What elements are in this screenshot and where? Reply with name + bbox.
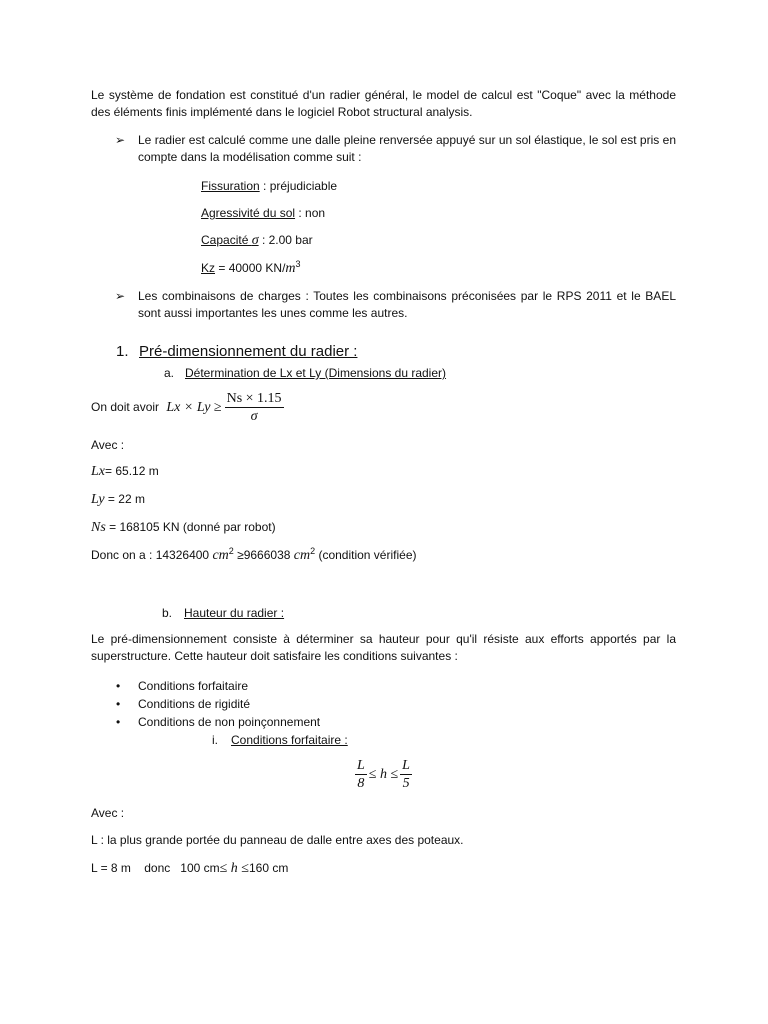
fissuration-value: : préjudiciable: [259, 179, 338, 193]
bullet-radier-text: Le radier est calculé comme une dalle pleine renversée appuyé sur un sol élastique, le sol est pris en compte dans la modélisation comme suit :: [138, 133, 676, 164]
donc-prefix: Donc on a : 14326400: [91, 548, 213, 562]
l-value-inequality: ≤ h ≤: [219, 861, 249, 876]
donc-suffix: (condition vérifiée): [315, 548, 417, 562]
ly-line: [91, 491, 145, 508]
fraction-1-numerator: L: [357, 758, 365, 773]
condition-prefix: On doit avoir: [91, 400, 163, 414]
intro-paragraph: Le système de fondation est constitué d'un radier général, le model de calcul est "Coque" avec la méthode des éléments finis implémenté dans le logiciel Robot structural analysis.: [91, 88, 676, 119]
arrow-bullet-icon: ➢: [115, 133, 126, 147]
fraction-numerator: Ns × 1.15: [226, 391, 282, 406]
fissuration-line: [201, 178, 337, 195]
formula-fraction-1: [355, 757, 367, 792]
donc-unit-1: cm: [212, 548, 229, 563]
kz-value: = 40000 KN/: [215, 261, 286, 275]
donc-unit-2: cm: [293, 548, 311, 563]
avec-label-2: Avec :: [91, 806, 125, 820]
fissuration-label: Fissuration: [201, 179, 260, 193]
fraction-denominator: σ: [250, 409, 258, 424]
list-bullet: •: [116, 715, 121, 729]
lx-value: = 65.12 m: [105, 464, 159, 478]
list-bullet: •: [116, 697, 121, 711]
donc-line: [91, 547, 417, 564]
formula-inequality: ≤ h ≤: [368, 767, 399, 782]
section-title: Pré-dimensionnement du radier :: [139, 343, 358, 360]
fraction-1-denominator: 8: [357, 776, 365, 791]
formula-fraction-2: [400, 757, 412, 792]
bullet-combinaisons-text: Les combinaisons de charges : Toutes les combinaisons préconisées par le RPS 2011 et le BAEL sont aussi importantes les unes comme les autres.: [138, 289, 676, 320]
ns-value: = 168105 KN (donné par robot): [105, 520, 276, 534]
dimension-condition: [91, 390, 284, 425]
sub-a-title: Détermination de Lx et Ly (Dimensions du radier): [185, 366, 447, 380]
avec-label-1: Avec :: [91, 438, 125, 452]
fraction-2-numerator: L: [402, 758, 410, 773]
donc-mid: ≥9666038: [233, 548, 294, 562]
kz-line: [201, 260, 301, 277]
capacite-label: Capacité: [201, 233, 252, 247]
list-item: Conditions de rigidité: [138, 697, 251, 711]
sub-a-letter: a.: [164, 366, 175, 380]
lx-line: [91, 463, 159, 480]
l-value-suffix: 160 cm: [249, 861, 289, 875]
agressivite-label: Agressivité du sol: [201, 206, 296, 220]
l-value-prefix: L = 8 m donc 100 cm: [91, 861, 220, 875]
l-definition: L : la plus grande portée du panneau de dalle entre axes des poteaux.: [91, 833, 464, 847]
ns-line: [91, 519, 276, 536]
kz-exponent: 3: [295, 259, 301, 269]
kz-unit: m: [285, 261, 296, 276]
l-value-line: [91, 860, 288, 877]
sub-b-letter: b.: [162, 606, 173, 620]
donc-exp-1: 2: [228, 546, 234, 556]
list-item: Conditions forfaitaire: [138, 679, 249, 693]
predimensionnement-paragraph: Le pré-dimensionnement consiste à déterminer sa hauteur pour qu'il résiste aux efforts apportés par la superstructure. Cette hauteur doit satisfaire les conditions suivantes :: [91, 632, 676, 663]
condition-lhs: Lx × Ly ≥: [166, 400, 222, 415]
agressivite-line: [201, 205, 325, 222]
agressivite-value: : non: [295, 206, 326, 220]
ly-value: = 22 m: [104, 492, 145, 506]
list-item: Conditions de non poinçonnement: [138, 715, 321, 729]
capacite-line: [201, 232, 313, 249]
arrow-bullet-icon-2: ➢: [115, 289, 126, 303]
fraction-2-denominator: 5: [402, 776, 410, 791]
donc-exp-2: 2: [310, 546, 316, 556]
condition-fraction: [225, 390, 284, 425]
ly-symbol: Ly: [91, 492, 105, 507]
sub-i-title: Conditions forfaitaire :: [231, 733, 348, 747]
section-number: 1.: [116, 343, 129, 360]
sub-i-numeral: i.: [212, 733, 218, 747]
sub-b-title: Hauteur du radier :: [184, 606, 285, 620]
ns-symbol: Ns: [91, 520, 106, 535]
list-bullet: •: [116, 679, 121, 693]
kz-label: Kz: [201, 261, 216, 275]
sigma-symbol: σ: [251, 233, 259, 248]
capacite-value: : 2.00 bar: [258, 233, 313, 247]
forfaitaire-formula: [355, 757, 412, 792]
lx-symbol: Lx: [91, 464, 105, 479]
